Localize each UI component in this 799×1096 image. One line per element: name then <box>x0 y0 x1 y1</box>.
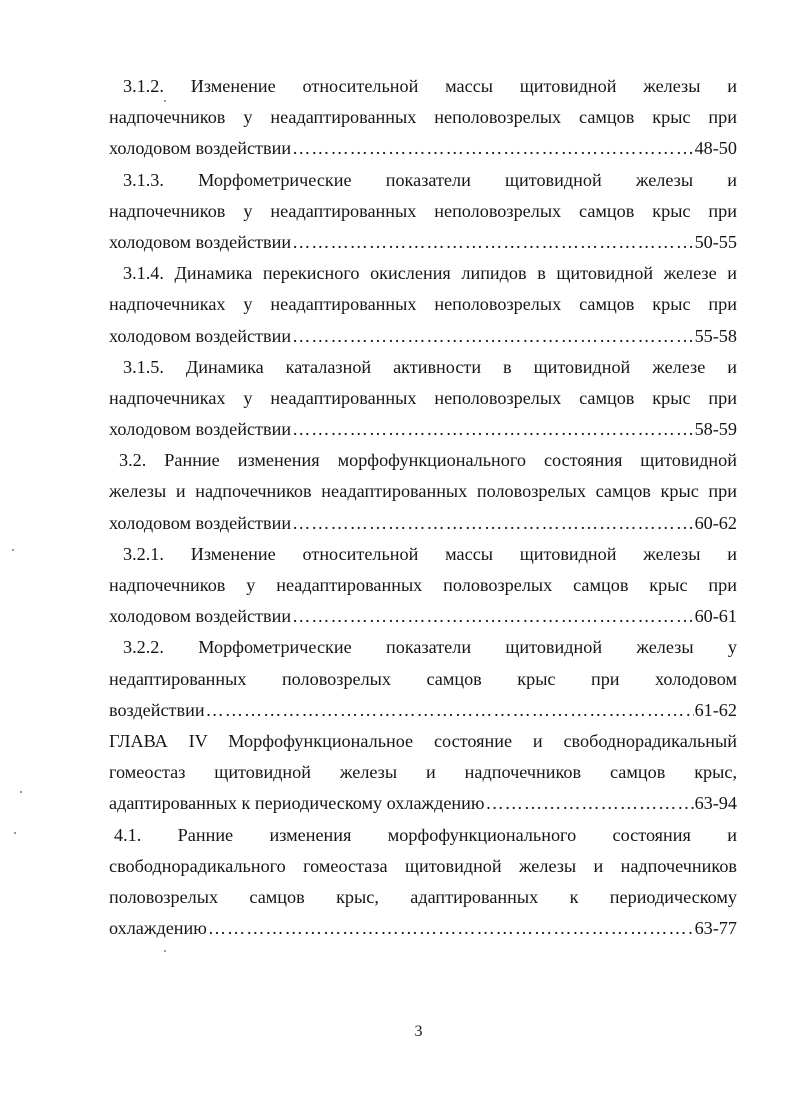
toc-entry-line: надпочечников у неадаптированных неполовозрелых самцов крыс при <box>109 107 737 128</box>
toc-page-ref: 55-58 <box>694 325 737 346</box>
toc-entry-line: надпочечников у неадаптированных половозрелых самцов крыс при <box>109 575 737 595</box>
dot-leader <box>292 414 694 445</box>
table-of-contents <box>109 71 737 944</box>
dot-leader <box>208 913 694 944</box>
scan-speck <box>20 791 22 793</box>
toc-entry-4-1 <box>109 820 737 945</box>
toc-entry-leader-line <box>109 601 737 632</box>
dot-leader <box>292 601 694 632</box>
toc-entry-line: холодовом воздействии <box>109 419 292 440</box>
toc-page-ref: 63-77 <box>694 918 737 939</box>
toc-entry-line: 3.2.2. Морфометрические показатели щитовидной железы у <box>123 637 737 658</box>
toc-entry-line: холодовом воздействии <box>109 325 292 346</box>
toc-entry-line: 3.2. Ранние изменения морфофункционального состояния щитовидной <box>119 450 737 471</box>
toc-entry-line: гомеостаз щитовидной железы и надпочечников самцов крыс, <box>109 762 737 783</box>
dot-leader <box>292 133 694 164</box>
dot-leader <box>485 788 693 819</box>
toc-entry-line: воздействии <box>109 699 205 720</box>
scan-speck <box>12 549 14 551</box>
toc-entry-line: надпочечниках у неадаптированных неполовозрелых самцов крыс при <box>109 387 737 408</box>
toc-entry-line: 3.1.4. Динамика перекисного окисления липидов в щитовидной железе и <box>123 263 737 284</box>
toc-entry-line: недаптированных половозрелых самцов крыс при холодовом <box>109 668 737 689</box>
toc-entry-line: 3.2.1. Изменение относительной массы щитовидной железы и <box>123 543 737 564</box>
toc-entry-line: адаптированных к периодическому охлаждению <box>109 793 485 814</box>
toc-entry-3-1-2 <box>109 71 737 165</box>
toc-entry-line: холодовом воздействии <box>109 512 292 533</box>
toc-page-ref: 61-62 <box>694 699 737 720</box>
toc-entry-3-1-3 <box>109 165 737 259</box>
toc-entry-line: холодовом воздействии <box>109 231 292 252</box>
toc-entry-line: 4.1. Ранние изменения морфофункционального состояния и <box>114 824 737 845</box>
toc-entry-line: холодовом воздействии <box>109 138 292 159</box>
toc-page-ref: 63-94 <box>694 793 737 814</box>
scan-speck <box>14 832 16 834</box>
toc-entry-line: половозрелых самцов крыс, адаптированных к периодическому <box>109 886 737 907</box>
dot-leader <box>206 695 694 726</box>
toc-entry-3-1-4 <box>109 258 737 352</box>
toc-entry-leader-line <box>109 788 737 819</box>
page-number: 3 <box>414 1023 423 1040</box>
toc-page-ref: 60-62 <box>694 512 737 533</box>
dot-leader <box>292 321 694 352</box>
toc-entry-leader-line <box>109 414 737 445</box>
toc-entry-3-1-5 <box>109 352 737 446</box>
toc-entry-line: железы и надпочечников неадаптированных половозрелых самцов крыс при <box>109 481 737 502</box>
toc-entry-leader-line <box>109 913 737 944</box>
toc-entry-chapter-4 <box>109 726 737 820</box>
toc-entry-leader-line <box>109 133 737 164</box>
toc-entry-leader-line <box>109 508 737 539</box>
toc-entry-line: надпочечниках у неадаптированных неполовозрелых самцов крыс при <box>109 294 737 315</box>
toc-entry-line: охлаждению <box>109 918 207 939</box>
toc-entry-line: ГЛАВА IV Морфофункциональное состояние и свободнорадикальный <box>109 730 737 751</box>
toc-entry-line: холодовом воздействии <box>109 606 292 627</box>
toc-page-ref: 48-50 <box>694 138 737 159</box>
toc-entry-3-2 <box>109 445 737 539</box>
toc-page-ref: 60-61 <box>694 606 737 627</box>
scan-speck <box>164 950 166 952</box>
toc-entry-line: надпочечников у неадаптированных неполовозрелых самцов крыс при <box>109 200 737 221</box>
scan-speck <box>164 100 166 102</box>
toc-entry-line: 3.1.2. Изменение относительной массы щитовидной железы и <box>123 76 737 96</box>
dot-leader <box>292 227 694 258</box>
toc-entry-leader-line <box>109 227 737 258</box>
dot-leader <box>292 508 694 539</box>
toc-page-ref: 58-59 <box>694 419 737 440</box>
toc-entry-line: 3.1.3. Морфометрические показатели щитовидной железы и <box>123 169 737 190</box>
toc-entry-line: 3.1.5. Динамика каталазной активности в щитовидной железе и <box>123 356 737 377</box>
toc-entry-3-2-2 <box>109 632 737 726</box>
toc-entry-leader-line <box>109 321 737 352</box>
toc-entry-line: свободнорадикального гомеостаза щитовидной железы и надпочечников <box>109 855 737 876</box>
toc-entry-leader-line <box>109 695 737 726</box>
toc-entry-3-2-1 <box>109 539 737 633</box>
toc-page-ref: 50-55 <box>694 231 737 252</box>
